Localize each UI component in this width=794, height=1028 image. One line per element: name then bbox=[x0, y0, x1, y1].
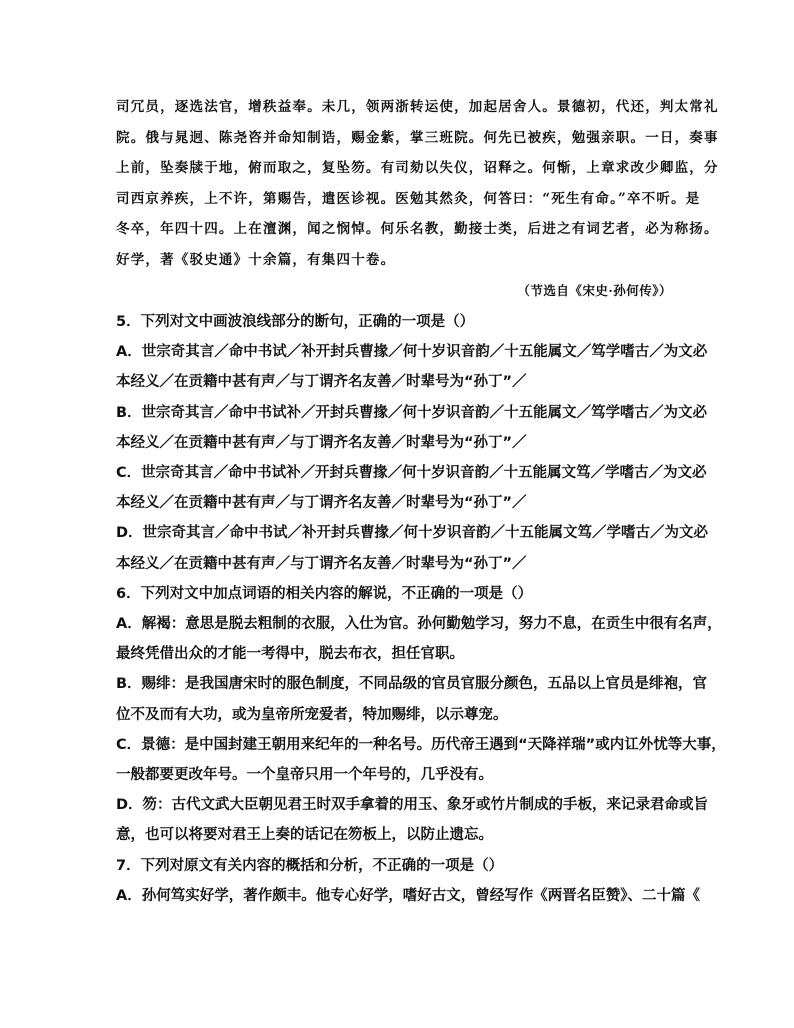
question-option: B．赐绯：是我国唐宋时的服色制度，不同品级的官员官服分颜色，五品以上官员是绯袍，官 bbox=[116, 676, 708, 693]
question-option: D．世宗奇其言／命中书试／补开封兵曹掾／何十岁识音韵／十五能属文笃／学嗜古／为文必 bbox=[116, 525, 709, 542]
question-stem: 6．下列对文中加点词语的相关内容的解说，不正确的一项是（） bbox=[116, 585, 533, 602]
passage-line: 上前，坠奏牍于地，俯而取之，复坠笏。有司劾以失仪，诏释之。何惭，上章求改少卿监，分 bbox=[116, 160, 719, 176]
question-option: 一般都要更改年号。一个皇帝只用一个年号的，几乎没有。 bbox=[116, 767, 493, 784]
passage-line: 院。俄与晁迥、陈尧咨并命知制诰，赐金紫，掌三班院。何先已被疾，勉强亲职。一日，奏事 bbox=[116, 129, 719, 146]
question-option: 本经义／在贡籍中甚有声／与丁谓齐名友善／时辈号为“孙丁”／ bbox=[116, 434, 527, 451]
question-option: C．景德：是中国封建王朝用来纪年的一种名号。历代帝王遇到“天降祥瑞”或内讧外忧等大事， bbox=[116, 736, 726, 753]
passage-line: 司西京养疾，上不许，第赐告，遣医诊视。医勉其然灸，何答曰：“死生有命。”卒不听。是 bbox=[116, 190, 701, 207]
question-option: 本经义／在贡籍中甚有声／与丁谓齐名友善／时辈号为“孙丁”／ bbox=[116, 495, 527, 512]
question-option: A．孙何笃实好学，著作颇丰。他专心好学，嗜好古文，曾经写作《两晋名臣赞》、二十篇《 bbox=[116, 887, 700, 904]
question-option: 本经义／在贡籍中甚有声／与丁谓齐名友善／时辈号为“孙丁”／ bbox=[116, 374, 527, 391]
question-list bbox=[116, 307, 726, 911]
question-option: D．笏：古代文武大臣朝见君王时双手拿着的用玉、象牙或竹片制成的手板，来记录君命或旨 bbox=[116, 797, 709, 814]
question-option: 意，也可以将要对君王上奏的话记在笏板上，以防止遗忘。 bbox=[116, 827, 493, 844]
passage-source: （节选自《宋史·孙何传》） bbox=[517, 283, 672, 298]
question-option: A．解褐：意思是脱去粗制的衣服，入仕为官。孙何勤勉学习，努力不息，在贡生中很有名声， bbox=[116, 616, 722, 633]
question-option: 最终凭借出众的才能一考得中，脱去布衣，担任官职。 bbox=[116, 646, 464, 663]
question-option: B．世宗奇其言／命中书试补／开封兵曹掾／何十岁识音韵／十五能属文／笃学嗜古／为文必 bbox=[116, 404, 708, 421]
passage-line: 冬卒，年四十四。上在澶渊，闻之悯悼。何乐名教，勤接士类，后进之有词艺者，必为称扬。 bbox=[116, 221, 719, 237]
question-option: 本经义／在贡籍中甚有声／与丁谓齐名友善／时辈号为“孙丁”／ bbox=[116, 555, 527, 572]
question-option: A．世宗奇其言／命中书试／补开封兵曹掾／何十岁识音韵／十五能属文／笃学嗜古／为文必 bbox=[116, 344, 708, 361]
question-stem: 7．下列对原文有关内容的概括和分析，不正确的一项是（） bbox=[116, 857, 504, 874]
passage-line: 好学，著《驳史通》十余篇，有集四十卷。 bbox=[116, 251, 396, 268]
question-stem: 5．下列对文中画波浪线部分的断句，正确的一项是（） bbox=[116, 314, 475, 330]
passage-line: 司冗员，逐选法官，增秩益奉。未几，领两浙转运使，加起居舍人。景德初，代还，判太常礼 bbox=[116, 99, 719, 115]
question-option: 位不及而有大功，或为皇帝所宠爱者，特加赐绯，以示尊宠。 bbox=[116, 706, 508, 723]
question-option: C．世宗奇其言／命中书试补／开封兵曹掾／何十岁识音韵／十五能属文笃／学嗜古／为文必 bbox=[116, 465, 707, 482]
classical-passage bbox=[116, 92, 719, 275]
